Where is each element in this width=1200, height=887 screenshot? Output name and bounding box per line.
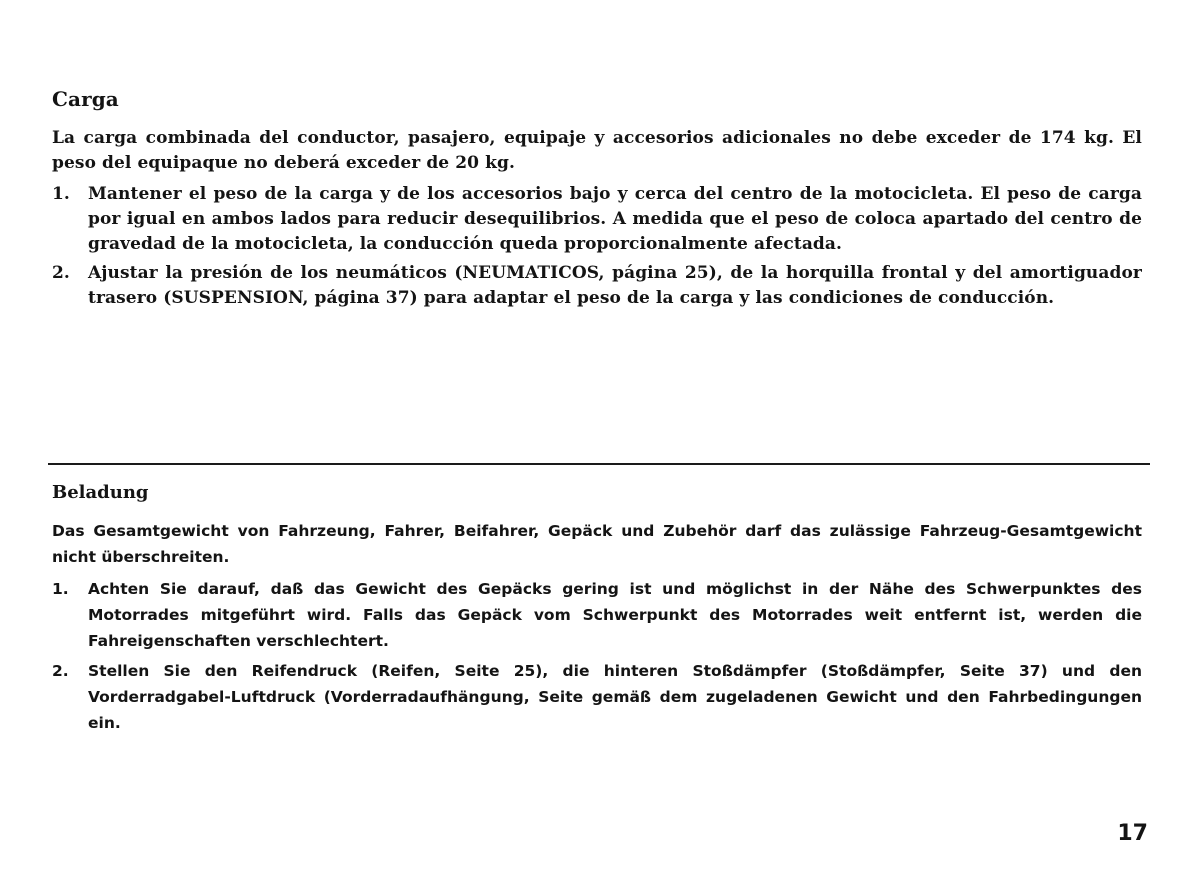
list-item-text: Ajustar la presión de los neumáticos (NEUMATICOS, página 25), de la horquilla frontal y del amortiguador trasero (SUSPENSION, página 37) para adaptar el peso de la carga y las condiciones de conducción.	[88, 263, 1142, 308]
list-item-number: 2.	[52, 662, 69, 680]
list-item-number: 1.	[52, 184, 70, 204]
german-list	[52, 576, 1142, 736]
spanish-section	[52, 86, 1142, 315]
german-title: Beladung	[52, 482, 149, 503]
spanish-intro: La carga combinada del conductor, pasajero, equipaje y accesorios adicionales no debe exceder de 174 kg. El peso del equipaque no deberá exceder de 20 kg.	[52, 128, 1142, 173]
german-section	[52, 480, 1142, 740]
list-item	[52, 658, 1142, 736]
list-item	[52, 261, 1142, 311]
list-item-number: 1.	[52, 580, 69, 598]
list-item-text: Achten Sie darauf, daß das Gewicht des Gepäcks gering ist und möglichst in der Nähe des Schwerpunktes des Motorrades mitgeführt wird. Falls das Gepäck vom Schwerpunkt des Motorrades weit entfernt ist, werden die Fahreigenschaften verschlechtert.	[88, 580, 1142, 650]
list-item	[52, 576, 1142, 654]
list-item-number: 2.	[52, 263, 70, 283]
page-number: 17	[1117, 821, 1148, 846]
german-intro: Das Gesamtgewicht von Fahrzeung, Fahrer, Beifahrer, Gepäck und Zubehör darf das zulässige Fahrzeug-Gesamtgewicht nicht überschreiten.	[52, 522, 1142, 566]
list-item-text: Stellen Sie den Reifendruck (Reifen, Seite 25), die hinteren Stoßdämpfer (Stoßdämpfer, Seite 37) und den Vorderradgabel-Luftdruck (Vorderradaufhängung, Seite gemäß dem zugeladenen Gewicht und den Fahrbedingungen ein.	[88, 662, 1142, 732]
list-item	[52, 182, 1142, 257]
list-item-text: Mantener el peso de la carga y de los accesorios bajo y cerca del centro de la motocicleta. El peso de carga por igual en ambos lados para reducir desequilibrios. A medida que el peso de coloca apartado del centro de gravedad de la motocicleta, la conducción queda proporcionalmente afectada.	[88, 184, 1142, 254]
section-divider	[48, 463, 1150, 465]
spanish-list	[52, 182, 1142, 311]
spanish-title: Carga	[52, 87, 119, 111]
